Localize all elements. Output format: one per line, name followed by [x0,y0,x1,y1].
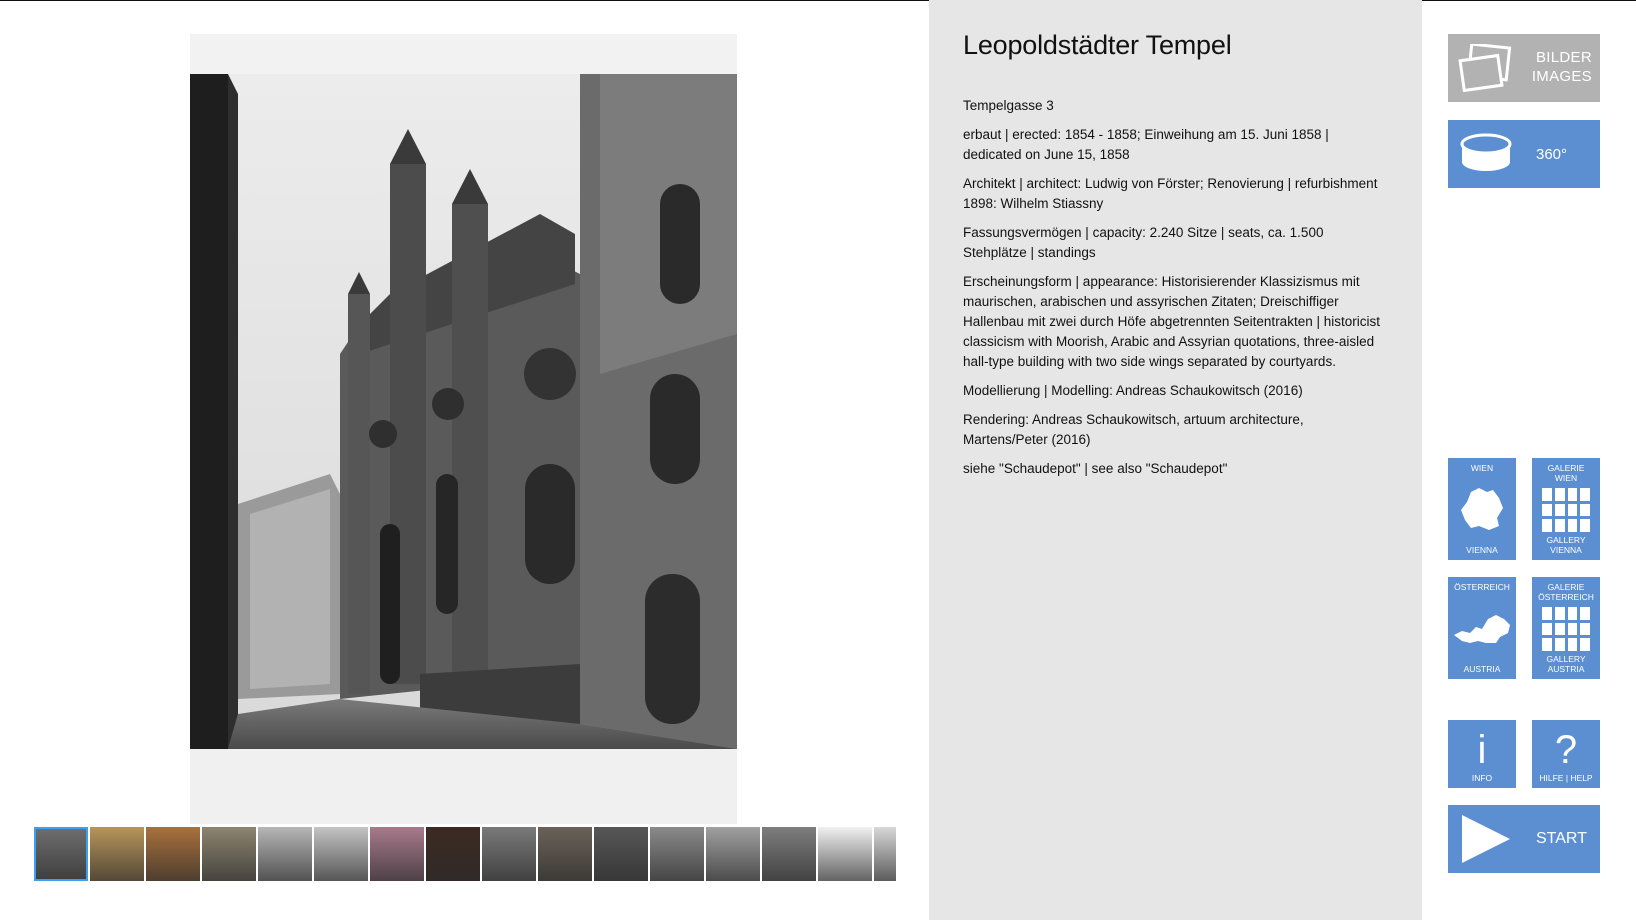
thumbnail[interactable] [202,827,256,881]
detail-erected: erbaut | erected: 1854 - 1858; Einweihung am 15. Juni 1858 | dedicated on June 15, 1858 [963,127,1329,162]
thumbnail[interactable] [258,827,312,881]
gallery-grid-icon [1542,607,1590,651]
panorama-360-button[interactable] [1448,120,1600,188]
gallery-vienna-label-en-1: GALLERY [1546,535,1586,545]
austria-map-icon [1452,607,1512,651]
help-button[interactable] [1532,720,1600,788]
question-icon: ? [1554,728,1578,772]
austria-label-de: ÖSTERREICH [1454,582,1510,592]
images-icon [1458,44,1514,92]
vienna-label-en: VIENNA [1466,545,1498,555]
vienna-label-de: WIEN [1470,463,1494,473]
gallery-austria-label-de-2: ÖSTERREICH [1538,592,1594,602]
gallery-vienna-button[interactable] [1532,458,1600,560]
info-panel [929,0,1422,920]
start-button[interactable] [1448,805,1600,873]
building-title: Leopoldstädter Tempel [963,30,1232,60]
building-details [963,96,1388,488]
map-austria-button[interactable] [1448,577,1516,679]
detail-appearance: Erscheinungsform | appearance: Historisierender Klassizismus mit maurischen, arabischen und assyrischen Zitaten; Dreischiffiger Hallenbau mit zwei durch Höfe abgetrennten Seitentrakten | historicist classicism with Moorish, Arabic and Assyrian quotations, three-aisled hall-type building with two side wings separated by courtyards. [963,274,1380,369]
detail-architect: Architekt | architect: Ludwig von Förster; Renovierung | refurbishment 1898: Wilhelm Stiassny [963,176,1378,211]
panorama-cylinder-icon [1458,130,1514,178]
detail-rendering: Rendering: Andreas Schaukowitsch, artuum architecture, Martens/Peter (2016) [963,412,1304,447]
thumbnail[interactable] [874,827,896,881]
thumbnail[interactable] [762,827,816,881]
thumbnail[interactable] [650,827,704,881]
thumbnail[interactable] [90,827,144,881]
thumbnail[interactable] [426,827,480,881]
images-button[interactable] [1448,34,1600,102]
info-button[interactable] [1448,720,1516,788]
detail-address: Tempelgasse 3 [963,98,1054,113]
detail-capacity: Fassungsvermögen | capacity: 2.240 Sitze | seats, ca. 1.500 Stehplätze | standings [963,225,1324,260]
panorama-360-label: 360° [1536,146,1568,163]
thumbnail[interactable] [818,827,872,881]
synagogue-photo [190,34,737,824]
images-label-de: BILDER [1536,49,1592,66]
thumbnail[interactable] [146,827,200,881]
thumbnail[interactable] [482,827,536,881]
map-vienna-button[interactable] [1448,458,1516,560]
austria-label-en: AUSTRIA [1463,664,1501,674]
help-label: HILFE | HELP [1539,773,1593,783]
thumbnail[interactable] [594,827,648,881]
gallery-austria-label-en-1: GALLERY [1546,654,1586,664]
thumbnail[interactable] [538,827,592,881]
main-photo [190,34,737,824]
gallery-austria-label-de-1: GALERIE [1547,582,1585,592]
start-label: START [1536,830,1587,847]
gallery-austria-label-en-2: AUSTRIA [1547,664,1585,674]
vienna-map-icon [1457,484,1507,534]
images-label-en: IMAGES [1531,68,1592,85]
gallery-vienna-label-de-1: GALERIE [1547,463,1585,473]
info-label: INFO [1471,773,1493,783]
thumbnail[interactable] [34,827,88,881]
thumbnail[interactable] [706,827,760,881]
detail-see-also: siehe "Schaudepot" | see also "Schaudepot" [963,461,1228,476]
gallery-austria-button[interactable] [1532,577,1600,679]
play-icon [1460,813,1512,865]
gallery-grid-icon [1542,488,1590,532]
thumbnail[interactable] [314,827,368,881]
info-icon: i [1477,728,1487,772]
detail-modelling: Modellierung | Modelling: Andreas Schaukowitsch (2016) [963,383,1303,398]
thumbnail-strip [34,827,896,883]
gallery-vienna-label-de-2: WIEN [1554,473,1578,483]
gallery-vienna-label-en-2: VIENNA [1550,545,1582,555]
thumbnail[interactable] [370,827,424,881]
